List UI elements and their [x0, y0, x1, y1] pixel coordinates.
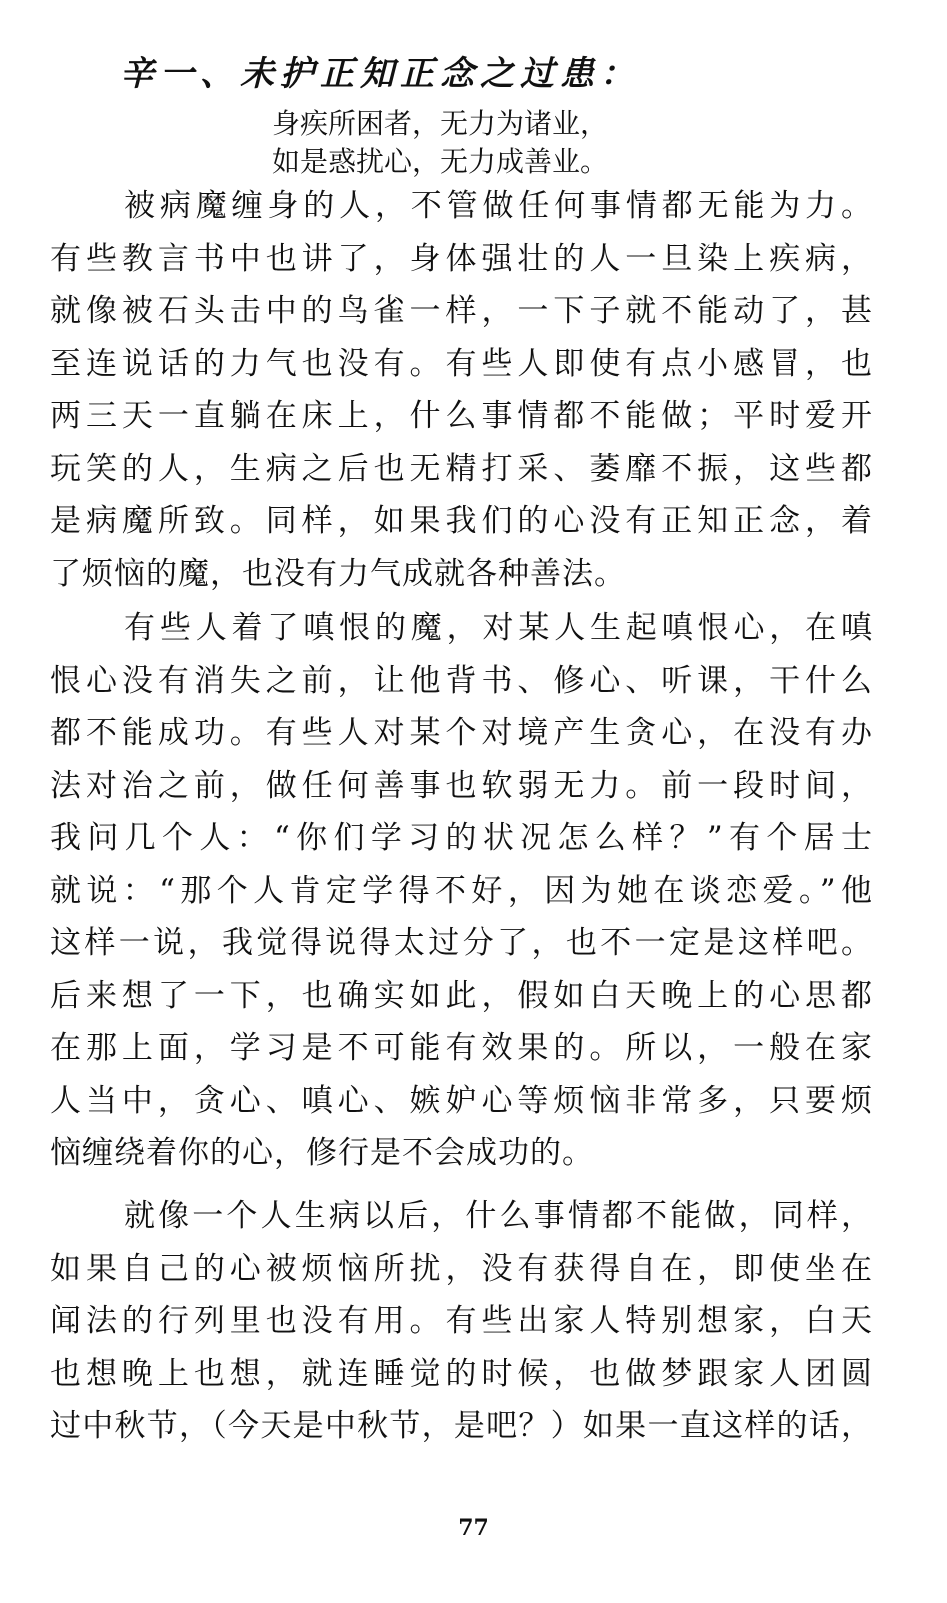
paragraph-line: 都不能成功。有些人对某个对境产生贪心，在没有办 — [50, 715, 873, 751]
paragraph-line: 是病魔所致。同样，如果我们的心没有正知正念，着 — [50, 503, 873, 539]
paragraph-line: 恨心没有消失之前，让他背书、修心、听课，干什么 — [50, 662, 873, 699]
paragraph-line: 如果自己的心被烦恼所扰，没有获得自在，即使坐在 — [50, 1250, 873, 1287]
paragraph-line: 玩笑的人，生病之后也无精打采、萎靡不振，这些都 — [50, 450, 873, 487]
paragraph-line: 过中秋节，（今天是中秋节，是吧？）如果一直这样的话， — [50, 1408, 873, 1444]
paragraph-line: 就像一个人生病以后，什么事情都不能做，同样， — [124, 1198, 873, 1234]
paragraph-line: 被病魔缠身的人，不管做任何事情都无能为力。 — [124, 188, 873, 224]
paragraph-line: 至连说话的力气也没有。有些人即使有点小感冒，也 — [50, 345, 873, 382]
paragraph-line: 两三天一直躺在床上，什么事情都不能做；平时爱开 — [50, 398, 873, 434]
verse-line-2: 如是惑扰心，无力成善业。 — [272, 145, 609, 178]
paragraph-line: 人当中，贪心、嗔心、嫉妒心等烦恼非常多，只要烦 — [50, 1082, 873, 1119]
verse-line-1: 身疾所困者，无力为诸业， — [272, 107, 609, 140]
page-number: 77 — [458, 1515, 489, 1541]
paragraph-line: 法对治之前，做任何善事也软弱无力。前一段时间， — [50, 767, 873, 804]
paragraph-line: 也想晚上也想，就连睡觉的时候，也做梦跟家人团圆 — [50, 1355, 873, 1392]
paragraph-line: 闻法的行列里也没有用。有些出家人特别想家，白天 — [50, 1303, 873, 1339]
paragraph-line: 我问几个人：“你们学习的状况怎么样？”有个居士 — [50, 820, 873, 856]
paragraph-1 — [50, 180, 873, 600]
paragraph-line: 就说：“那个人肯定学得不好，因为她在谈恋爱。”他 — [50, 872, 873, 909]
paragraph-line: 有些教言书中也讲了，身体强壮的人一旦染上疾病， — [50, 240, 873, 277]
paragraph-line: 就像被石头击中的鸟雀一样，一下子就不能动了，甚 — [50, 293, 873, 329]
section-heading: 辛一、未护正知正念之过患： — [120, 54, 640, 94]
paragraph-line: 后来想了一下，也确实如此，假如白天晚上的心思都 — [50, 977, 873, 1014]
paragraph-line: 在那上面，学习是不可能有效果的。所以，一般在家 — [50, 1030, 873, 1066]
paragraph-2 — [50, 602, 873, 1180]
paragraph-line: 有些人着了嗔恨的魔，对某人生起嗔恨心，在嗔 — [124, 610, 873, 646]
paragraph-3 — [50, 1190, 873, 1453]
paragraph-line: 这样一说，我觉得说得太过分了，也不一定是这样吧。 — [50, 925, 873, 961]
paragraph-line: 了烦恼的魔，也没有力气成就各种善法。 — [50, 555, 626, 592]
paragraph-line: 恼缠绕着你的心，修行是不会成功的。 — [50, 1135, 594, 1171]
